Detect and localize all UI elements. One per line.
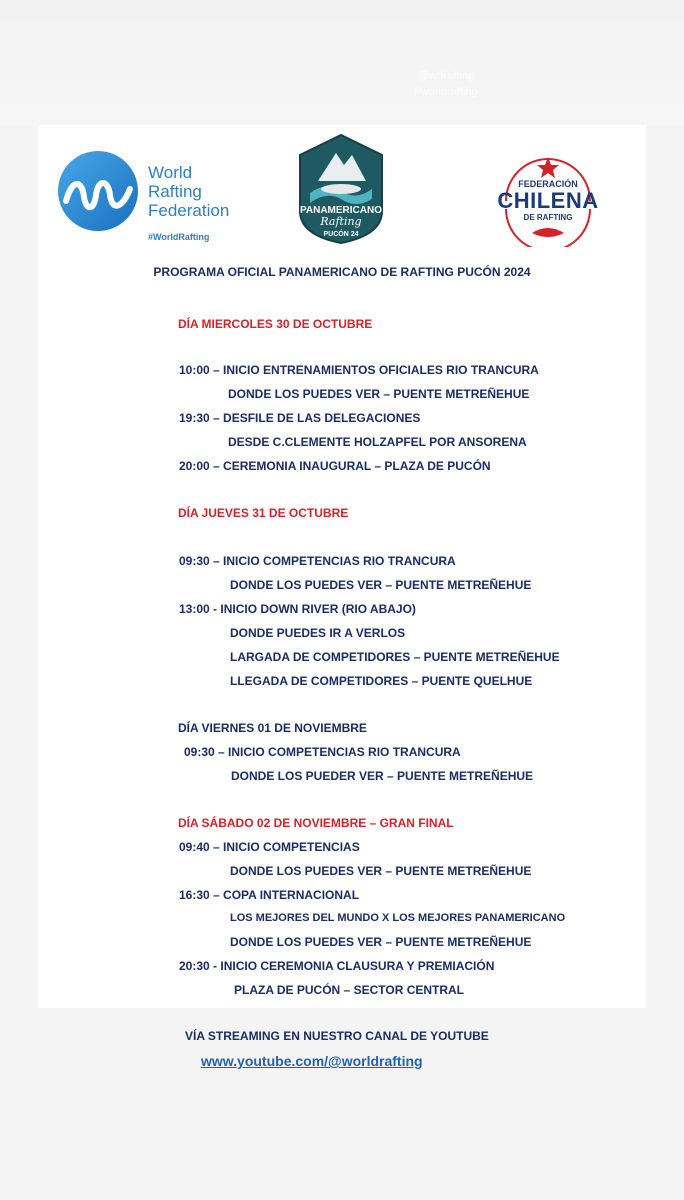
schedule-document bbox=[38, 125, 646, 1008]
schedule-item: 09:30 – INICIO COMPETENCIAS RIO TRANCURA bbox=[184, 745, 461, 759]
schedule-subitem: DESDE C.CLEMENTE HOLZAPFEL POR ANSORENA bbox=[228, 435, 527, 449]
schedule-item: 10:00 – INICIO ENTRENAMIENTOS OFICIALES RIO TRANCURA bbox=[179, 363, 539, 377]
federacion-chilena-logo bbox=[488, 155, 608, 247]
fch-logo-line-2: CHILENA bbox=[497, 188, 599, 213]
day-heading-thursday: DÍA JUEVES 31 DE OCTUBRE bbox=[178, 506, 349, 520]
wrf-name-line-2: Rafting bbox=[148, 182, 202, 201]
overlay-line-2: #worldrafting bbox=[414, 86, 478, 98]
top-band bbox=[0, 0, 684, 125]
overlay-line-1: @wrfrafting bbox=[417, 70, 475, 82]
schedule-item: 09:30 – INICIO COMPETENCIAS RIO TRANCURA bbox=[179, 554, 456, 568]
schedule-subitem: DONDE PUEDES IR A VERLOS bbox=[230, 626, 406, 640]
wrf-name bbox=[148, 163, 229, 220]
schedule-subitem: DONDE LOS PUEDES VER – PUENTE METREÑEHUE bbox=[230, 578, 532, 592]
schedule-item: 20:00 – CEREMONIA INAUGURAL – PLAZA DE PUCÓN bbox=[179, 459, 491, 473]
schedule-item: 19:30 – DESFILE DE LAS DELEGACIONES bbox=[179, 411, 421, 425]
program-title: PROGRAMA OFICIAL PANAMERICANO DE RAFTING PUCÓN 2024 bbox=[153, 265, 531, 279]
wrf-wave-icon bbox=[56, 149, 140, 233]
schedule-subitem: DONDE LOS PUEDES VER – PUENTE METREÑEHUE bbox=[230, 935, 532, 949]
world-rafting-federation-logo bbox=[56, 145, 266, 245]
fch-logo-line-1: FEDERACIÓN bbox=[518, 179, 578, 189]
day-heading-wednesday: DÍA MIERCOLES 30 DE OCTUBRE bbox=[178, 317, 373, 331]
schedule-subitem: LARGADA DE COMPETIDORES – PUENTE METREÑEHUE bbox=[230, 650, 560, 664]
schedule-item: 16:30 – COPA INTERNACIONAL bbox=[179, 888, 360, 902]
faded-overlay-text bbox=[396, 68, 496, 100]
schedule-item: 09:40 – INICIO COMPETENCIAS bbox=[179, 840, 360, 854]
pan-logo-line-1: PANAMERICANO bbox=[299, 205, 383, 216]
youtube-link[interactable]: www.youtube.com/@worldrafting bbox=[201, 1053, 423, 1069]
panamericano-rafting-logo bbox=[296, 133, 386, 245]
schedule-subitem: PLAZA DE PUCÓN – SECTOR CENTRAL bbox=[234, 983, 465, 997]
pan-logo-line-3: PUCÓN 24 bbox=[323, 231, 359, 238]
schedule-subitem: DONDE LOS PUEDER VER – PUENTE METREÑEHUE bbox=[231, 769, 534, 783]
streaming-label: VÍA STREAMING EN NUESTRO CANAL DE YOUTUBE bbox=[185, 1029, 489, 1043]
schedule-subitem: LLEGADA DE COMPETIDORES – PUENTE QUELHUE bbox=[230, 674, 533, 688]
fch-logo-line-3: DE RAFTING bbox=[523, 213, 573, 222]
schedule-subitem: LOS MEJORES DEL MUNDO X LOS MEJORES PANAMERICANO bbox=[230, 912, 566, 924]
raft-icon bbox=[532, 228, 564, 237]
pan-logo-line-2: Rafting bbox=[320, 215, 362, 228]
day-heading-friday: DÍA VIERNES 01 DE NOVIEMBRE bbox=[178, 721, 367, 735]
schedule-item: 13:00 - INICIO DOWN RIVER (RIO ABAJO) bbox=[179, 602, 416, 616]
day-heading-saturday: DÍA SÁBADO 02 DE NOVIEMBRE – GRAN FINAL bbox=[178, 816, 454, 830]
schedule-subitem: DONDE LOS PUEDES VER – PUENTE METREÑEHUE bbox=[228, 387, 530, 401]
schedule-subitem: DONDE LOS PUEDES VER – PUENTE METREÑEHUE bbox=[230, 864, 532, 878]
wrf-name-line-1: World bbox=[148, 163, 193, 182]
wrf-name-line-3: Federation bbox=[148, 201, 230, 220]
schedule-item: 20:30 - INICIO CEREMONIA CLAUSURA Y PREMIACIÓN bbox=[179, 959, 495, 973]
wrf-hashtag: #WorldRafting bbox=[148, 232, 210, 242]
